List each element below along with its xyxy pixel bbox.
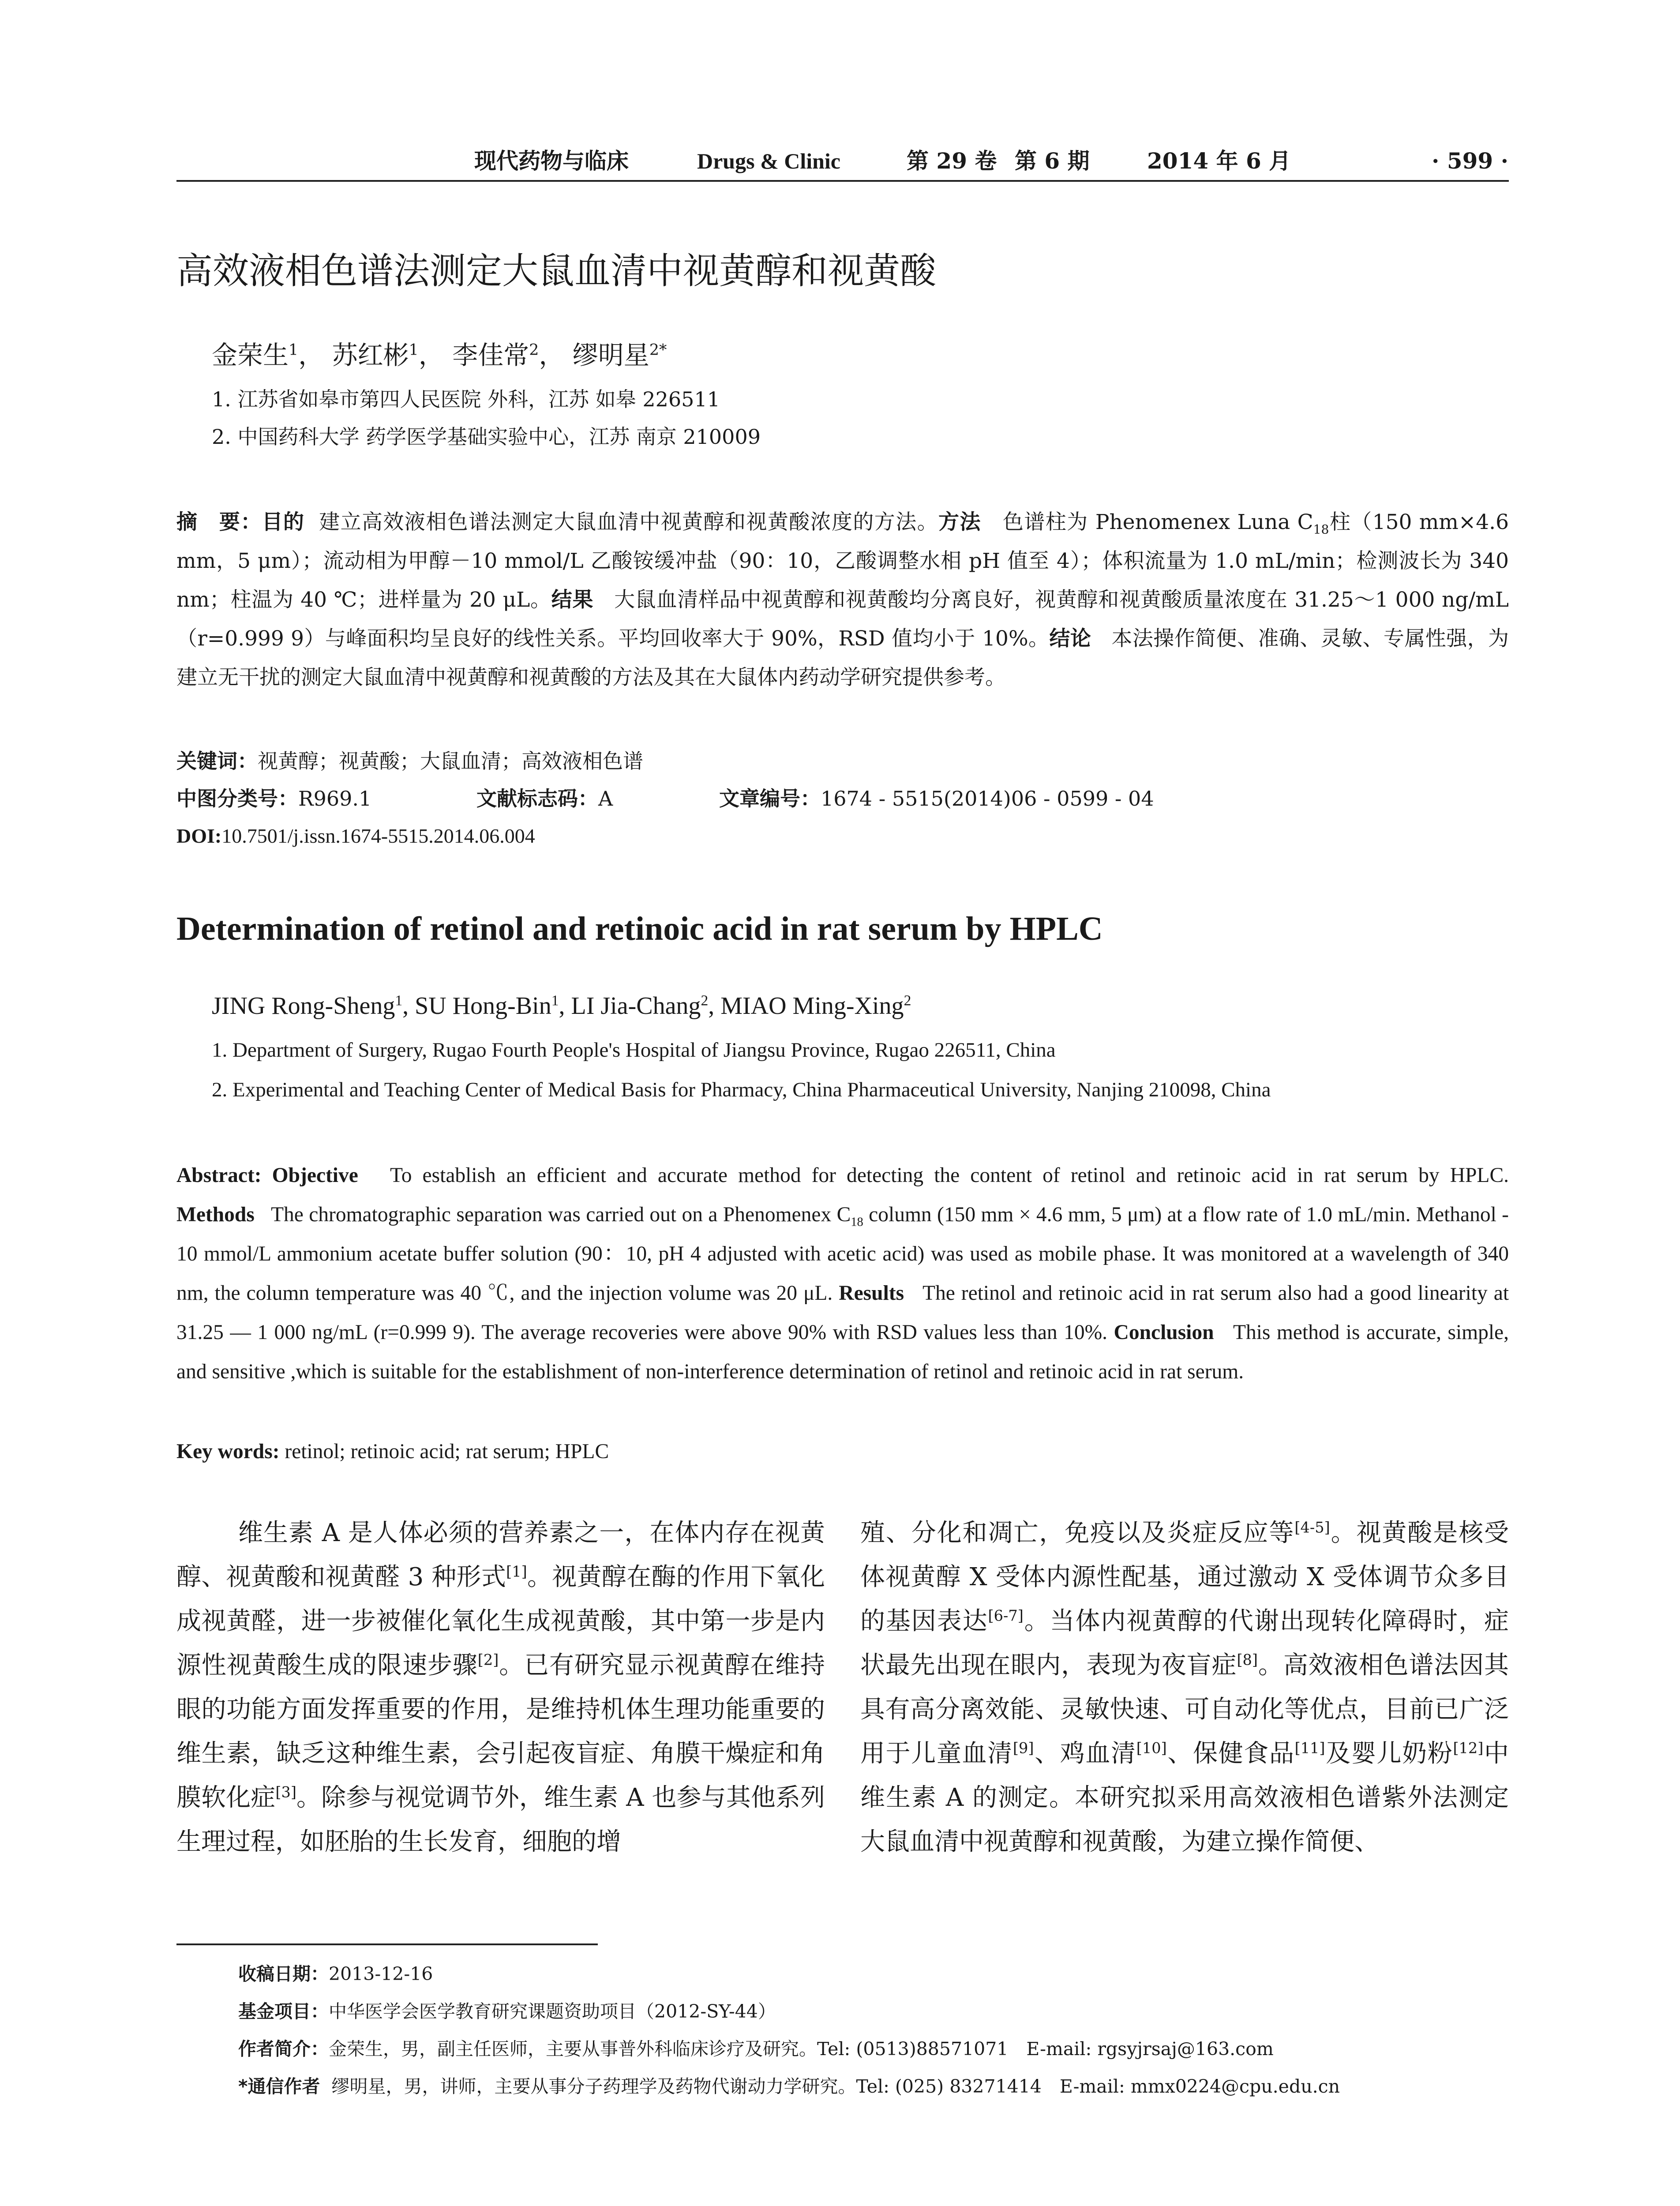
page-number: · 599 · (1432, 148, 1508, 174)
citation: [11] (1294, 1739, 1325, 1757)
doc-code-label: 文献标志码： (476, 787, 598, 810)
journal-name-cn: 现代药物与临床 (474, 148, 629, 174)
objective-text: 建立高效液相色谱法测定大鼠血清中视黄醇和视黄酸浓度的方法。 (319, 510, 939, 534)
conclusion-en-text: This method is accurate, simple, and sensitive ,which is suitable for the establishment of non-interference determination of retinol and retinoic acid in rat serum. (176, 1321, 1509, 1383)
results-en-text: The retinol and retinoic acid in rat serum also had a good linearity at 31.25 — 1 000 ng/mL (r=0.999 9). The average recoveries were above 90% with RSD values less than 10%. (176, 1282, 1509, 1344)
footnote-text: 2013-12-16 (329, 1963, 433, 1985)
body-text: 。视黄酸是核受体视黄醇 X 受体内源性配基，通过激动 X 受体调节众多目的基因表达 (860, 1519, 1509, 1636)
body-text: 。高效液相色谱法因其具有高分离效能、灵敏快速、可自动化等优点，目前已广泛用于儿童血清 (860, 1651, 1509, 1768)
body-text: 。当体内视黄醇的代谢出现转化障碍时，症状最先出现在眼内，表现为夜盲症 (860, 1607, 1509, 1680)
clc-label: 中图分类号： (176, 787, 298, 810)
author-sep: ， (539, 340, 565, 370)
doi-value: 10.7501/j.issn.1674-5515.2014.06.004 (221, 825, 535, 847)
footnote-label: 基金项目： (238, 2001, 329, 2022)
article-number-value: 1674 - 5515(2014)06 - 0599 - 04 (821, 787, 1154, 810)
conclusion-text: 本法操作简便、准确、灵敏、专属性强，为建立无干扰的测定大鼠血清中视黄醇和视黄酸的方法及其在大鼠体内药动学研究提供参考。 (176, 627, 1509, 690)
conclusion-en-label: Conclusion (1114, 1321, 1214, 1344)
author-sup: 2 (701, 992, 709, 1009)
author-sup: 1 (289, 341, 299, 359)
body-text: 中维生素 A 的测定。本研究拟采用高效液相色谱紫外法测定大鼠血清中视黄醇和视黄酸，为建立操作简便、 (860, 1739, 1509, 1856)
methods-en-text-post: column (150 mm × 4.6 mm, 5 μm) at a flow rate of 1.0 mL/min. Methanol - 10 mmol/L ammonium acetate buffer solution (90：10, pH 4 adjusted with acetic acid) was used as mobile phase. It was monitored at a wavelength of 340 nm, the column temperature was 40 ℃, and the injection volume was 20 μL. (176, 1203, 1509, 1305)
objective-label: 目的 (262, 510, 305, 534)
footnote-label: *通信作者 (238, 2076, 320, 2097)
author-cn: 金荣生 (212, 340, 289, 370)
conclusion-label: 结论 (1049, 627, 1091, 651)
results-text: 大鼠血清样品中视黄醇和视黄酸均分离良好，视黄醇和视黄酸质量浓度在 31.25～1 000 ng/mL（r=0.999 9）与峰面积均呈良好的线性关系。平均回收率大于 90%，RSD 值均小于 10%。 (176, 588, 1509, 651)
affiliation-cn-2: 2. 中国药科大学 药学医学基础实验中心，江苏 南京 210009 (212, 425, 761, 449)
results-en-label: Results (839, 1282, 904, 1305)
citation: [3] (275, 1783, 296, 1801)
body-text: 及婴儿奶粉 (1325, 1739, 1453, 1768)
author-sep: ， (418, 340, 444, 370)
author-sup: 1 (409, 341, 419, 359)
footnote-text: 缪明星，男，讲师，主要从事分子药理学及药物代谢动力学研究。Tel: (025) 83271414 E-mail: mmx0224@cpu.edu.cn (331, 2076, 1340, 2097)
body-text: 殖、分化和凋亡，免疫以及炎症反应等 (860, 1519, 1295, 1547)
footnote-label: 作者简介： (238, 2038, 329, 2060)
objective-en-text: To establish an efficient and accurate method for detecting the content of retinol and retinoic acid in rat serum by HPLC. (390, 1164, 1509, 1187)
citation: [9] (1012, 1739, 1034, 1757)
author-cn: 缪明星 (572, 340, 649, 370)
footnote-text: 金荣生，男，副主任医师，主要从事普外科临床诊疗及研究。Tel: (0513)88571071 E-mail: rgsyjrsaj@163.com (329, 2038, 1274, 2060)
author-en: MIAO Ming-Xing (720, 992, 904, 1020)
citation: [12] (1453, 1739, 1484, 1757)
author-sup: 2 (904, 992, 911, 1009)
methods-label: 方法 (938, 510, 981, 534)
volume: 第 29 卷 (907, 148, 997, 174)
keywords-en (176, 1434, 609, 1469)
citation: [1] (506, 1563, 527, 1580)
doi-line (176, 818, 535, 854)
author-en: LI Jia-Chang (571, 992, 701, 1020)
author-sup: 1 (551, 992, 559, 1009)
footnote-corresponding (238, 2071, 1340, 2101)
body-text: 。视黄醇在酶的作用下氧化成视黄醛，进一步被催化氧化生成视黄酸，其中第一步是内源性视黄酸生成的限速步骤 (176, 1563, 825, 1680)
results-label: 结果 (551, 588, 594, 612)
journal-name-en: Drugs & Clinic (697, 149, 840, 173)
citation: [10] (1136, 1739, 1167, 1757)
issue: 第 6 期 (1015, 148, 1090, 174)
author-sep: , (402, 992, 415, 1020)
methods-en-subscript: 18 (851, 1215, 863, 1229)
author-cn: 李佳常 (452, 340, 529, 370)
author-sup: 2* (649, 341, 667, 359)
abstract-en (176, 1156, 1509, 1392)
abstract-cn-label: 摘 要： (176, 510, 262, 534)
issue-date: 2014 年 6 月 (1147, 148, 1291, 174)
doc-code-line (476, 781, 613, 816)
footnote-author-bio (238, 2034, 1274, 2064)
methods-subscript: 18 (1313, 522, 1329, 537)
doi-label: DOI: (176, 825, 222, 847)
author-sep: , (708, 992, 721, 1020)
keywords-en-label: Key words: (176, 1440, 280, 1463)
article-number-line (719, 781, 1154, 816)
clc-value: R969.1 (298, 787, 372, 810)
methods-text-pre: 色谱柱为 Phenomenex Luna C (1002, 510, 1313, 534)
title-cn: 高效液相色谱法测定大鼠血清中视黄醇和视黄酸 (176, 250, 937, 292)
keywords-cn-label: 关键词： (176, 749, 258, 773)
body-text: 、鸡血清 (1034, 1739, 1136, 1768)
body-text: 、保健食品 (1166, 1739, 1295, 1768)
body-column-left (176, 1511, 825, 1864)
author-sup: 2 (529, 341, 539, 359)
keywords-cn-text: 视黄醇；视黄酸；大鼠血清；高效液相色谱 (258, 749, 643, 773)
abstract-en-label: Abstract: Objective (176, 1164, 358, 1187)
authors-en (212, 987, 911, 1024)
footnote-received (238, 1959, 433, 1989)
body-column-right (860, 1511, 1509, 1864)
abstract-cn (176, 503, 1509, 697)
methods-en-label: Methods (176, 1203, 255, 1226)
doc-code-value: A (598, 787, 613, 810)
header-rule (176, 180, 1509, 182)
author-sup: 1 (395, 992, 403, 1009)
article-number-label: 文章编号： (719, 787, 821, 810)
author-sep: , (559, 992, 571, 1020)
citation: [6-7] (988, 1607, 1024, 1624)
body-text: 维生素 A 是人体必须的营养素之一，在体内存在视黄醇、视黄酸和视黄醛 3 种形式 (176, 1519, 825, 1591)
body-text: 。已有研究显示视黄醇在维持眼的功能方面发挥重要的作用，是维持机体生理功能重要的维生素，缺乏这种维生素，会引起夜盲症、角膜干燥症和角膜软化症 (176, 1651, 825, 1812)
author-sep: ， (298, 340, 324, 370)
author-en: JING Rong-Sheng (212, 992, 395, 1020)
methods-en-text-pre: The chromatographic separation was carried out on a Phenomenex C (270, 1203, 851, 1226)
body-text: 。除参与视觉调节外，维生素 A 也参与其他系列生理过程，如胚胎的生长发育，细胞的增 (176, 1783, 825, 1856)
affiliation-cn-1: 1. 江苏省如皋市第四人民医院 外科，江苏 如皋 226511 (212, 387, 720, 411)
affiliation-en-1: 1. Department of Surgery, Rugao Fourth People's Hospital of Jiangsu Province, Rugao 226511, China (212, 1039, 1056, 1062)
author-en: SU Hong-Bin (415, 992, 551, 1020)
citation: [4-5] (1294, 1519, 1330, 1536)
footnote-text: 中华医学会医学教育研究课题资助项目（2012-SY-44） (329, 2001, 776, 2022)
keywords-cn (176, 743, 643, 779)
footnote-label: 收稿日期： (238, 1963, 329, 1985)
author-cn: 苏红彬 (332, 340, 409, 370)
authors-cn (212, 338, 667, 373)
citation: [8] (1237, 1651, 1258, 1669)
classification-line (176, 781, 371, 816)
methods-text-post: 柱（150 mm×4.6 mm，5 μm）；流动相为甲醇－10 mmol/L 乙酸铵缓冲盐（90：10，乙酸调整水相 pH 值至 4）；体积流量为 1.0 mL/min；检测波长为 340 nm；柱温为 40 ℃；进样量为 20 μL。 (176, 510, 1509, 612)
footnote-funding (238, 1996, 776, 2026)
keywords-en-text: retinol; retinoic acid; rat serum; HPLC (285, 1440, 609, 1463)
title-en: Determination of retinol and retinoic acid in rat serum by HPLC (176, 910, 1103, 947)
footnote-rule (176, 1943, 598, 1945)
affiliation-en-2: 2. Experimental and Teaching Center of Medical Basis for Pharmacy, China Pharmaceutical University, Nanjing 210098, China (212, 1078, 1271, 1101)
citation: [2] (477, 1651, 499, 1669)
